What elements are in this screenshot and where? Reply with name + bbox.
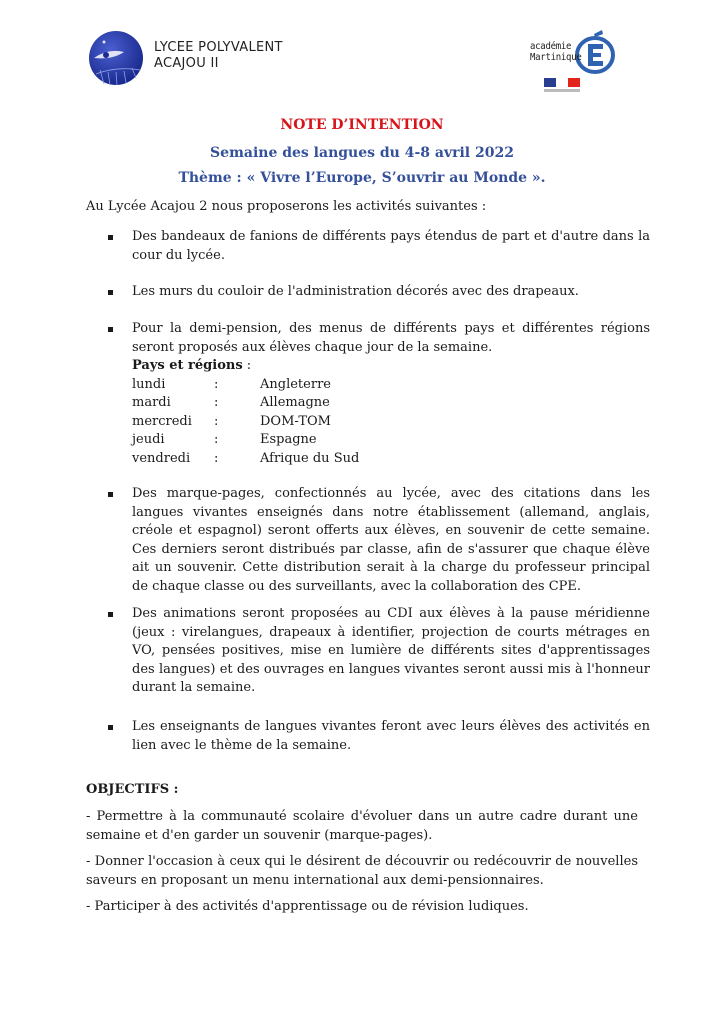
document-title: NOTE D’INTENTION xyxy=(280,117,444,133)
bullet-icon xyxy=(108,492,113,497)
schedule-day: mercredi xyxy=(132,413,192,429)
activity-text: Les murs du couloir de l'administration décorés avec des drapeaux. xyxy=(132,284,579,299)
activity-text: Pour la demi-pension, des menus de différents pays et différentes régions seront proposés aux élèves chaque jour de la semaine. xyxy=(132,321,650,355)
objective-item: - Permettre à la communauté scolaire d'évoluer dans un autre cadre durant une semaine et d'en garder un souvenir (marque-pages). xyxy=(86,809,638,843)
schedule-row xyxy=(132,431,650,450)
schedule-place: Afrique du Sud xyxy=(260,450,360,466)
objective-item: - Participer à des activités d'apprentissage ou de révision ludiques. xyxy=(86,899,529,914)
schedule-separator: : xyxy=(214,432,219,447)
schedule-row xyxy=(132,450,650,469)
schedule-place: Angleterre xyxy=(260,376,331,392)
globe-eye-icon xyxy=(88,30,144,86)
school-name-line1: LYCEE POLYVALENT xyxy=(154,40,283,55)
academy-name-line1: académie xyxy=(530,41,572,52)
bullet-icon xyxy=(108,327,113,332)
schedule-label: Pays et régions xyxy=(132,358,243,373)
schedule-row xyxy=(132,413,650,432)
schedule-place: DOM-TOM xyxy=(260,413,331,429)
objective-item: - Donner l'occasion à ceux qui le désirent de découvrir ou redécouvrir de nouvelles saveurs en proposant un menu international aux demi-pensionnaires. xyxy=(86,854,638,888)
activity-text: Des marque-pages, confectionnés au lycée, avec des citations dans les langues vivantes enseignés dans notre établissement (allemand, anglais, créole et espagnol) seront offerts aux élèves, en souvenir de cette semaine. Ces derniers seront distribués par classe, afin de s'assurer que chaque élève ait un souvenir. Cette distribution serait à la charge du professeur principal de chaque classe ou des surveillants, avec la collaboration des CPE. xyxy=(132,486,650,594)
schedule-place: Espagne xyxy=(260,432,317,447)
activity-text: Les enseignants de langues vivantes feront avec leurs élèves des activités en lien avec le thème de la semaine. xyxy=(132,719,650,753)
schedule-day: lundi xyxy=(132,376,166,392)
school-name-line2: ACAJOU II xyxy=(154,56,219,71)
activity-text: Des bandeaux de fanions de différents pays étendus de part et d'autre dans la cour du lycée. xyxy=(132,229,650,263)
schedule-separator: : xyxy=(214,376,219,392)
bullet-icon xyxy=(108,725,113,730)
academy-name-line2: Martinique xyxy=(530,52,582,63)
schedule-day: mardi xyxy=(132,395,171,410)
academy-logo xyxy=(530,28,630,98)
schedule-row xyxy=(132,376,650,395)
school-logo xyxy=(88,28,308,88)
republique-francaise-caption xyxy=(544,89,580,92)
objectives-heading: OBJECTIFS : xyxy=(86,782,179,797)
activity-text: Des animations seront proposées au CDI aux élèves à la pause méridienne (jeux : virelangues, drapeaux à identifier, projection de courts métrages en VO, pensées positives, mise en lumière de différents sites d'apprentissages des langues) et des ouvrages en langues vivantes seront aussi mis à l'honneur durant la semaine. xyxy=(132,606,650,695)
bullet-icon xyxy=(108,612,113,617)
schedule-day: vendredi xyxy=(132,450,191,466)
schedule-separator: : xyxy=(214,450,219,466)
document-theme: Thème : « Vivre l’Europe, S’ouvrir au Monde ». xyxy=(178,170,546,186)
schedule-separator: : xyxy=(214,395,219,410)
schedule-row xyxy=(132,394,650,413)
schedule-heading xyxy=(132,357,650,376)
schedule-separator: : xyxy=(214,413,219,429)
bullet-icon xyxy=(108,290,113,295)
menu-schedule xyxy=(132,376,650,469)
french-flag-icon xyxy=(544,78,580,87)
intro-paragraph: Au Lycée Acajou 2 nous proposerons les activités suivantes : xyxy=(86,199,487,214)
document-subtitle: Semaine des langues du 4-8 avril 2022 xyxy=(210,145,514,161)
bullet-icon xyxy=(108,235,113,240)
schedule-label-suffix: : xyxy=(242,358,252,373)
schedule-day: jeudi xyxy=(132,432,165,447)
schedule-place: Allemagne xyxy=(260,395,330,410)
